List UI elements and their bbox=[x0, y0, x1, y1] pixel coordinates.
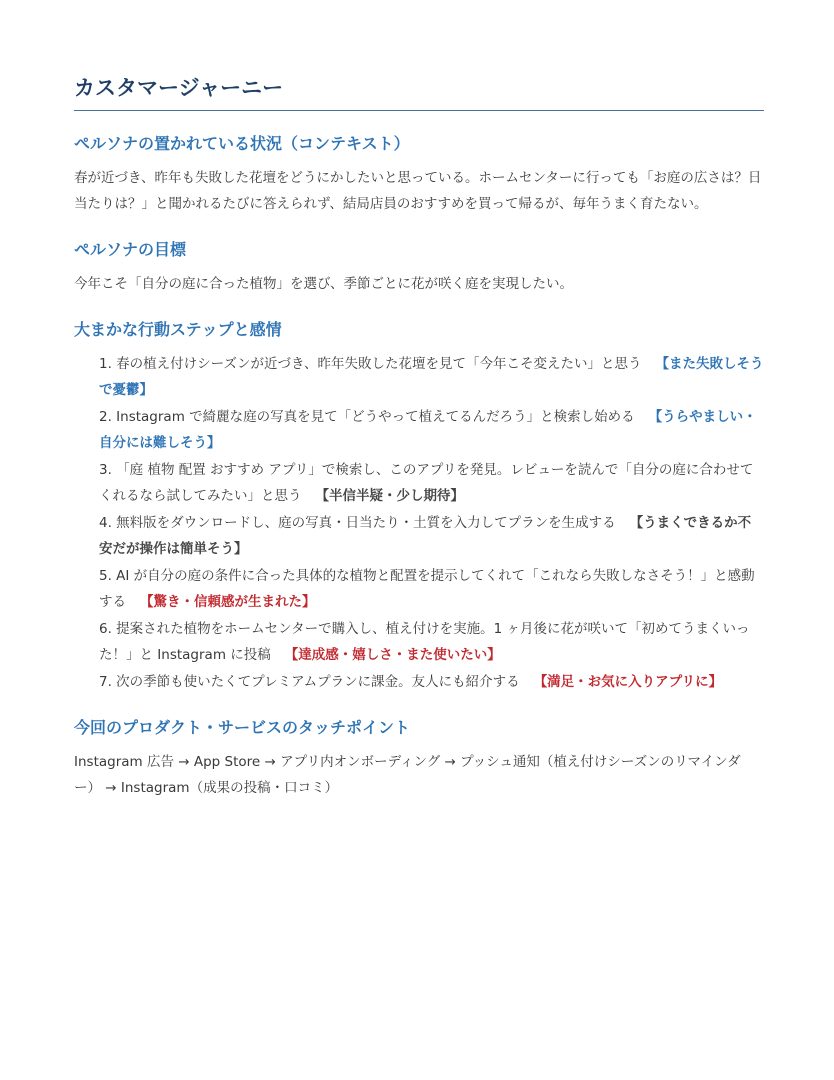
step-emotion: 【満足・お気に入りアプリに】 bbox=[533, 674, 723, 690]
step-item-4 bbox=[99, 510, 764, 562]
step-emotion: 【驚き・信頼感が生まれた】 bbox=[140, 594, 316, 610]
context-heading: ペルソナの置かれている状況（コンテキスト） bbox=[74, 134, 410, 153]
step-item-1 bbox=[99, 351, 764, 403]
steps-list bbox=[74, 351, 764, 695]
step-item-7 bbox=[99, 669, 764, 695]
step-item-6 bbox=[99, 616, 764, 668]
step-text: 2. Instagram で綺麗な庭の写真を見て「どうやって植えてるんだろう」と検索し始める bbox=[99, 409, 635, 425]
step-emotion: 【また失敗しそうで憂鬱】 bbox=[99, 356, 764, 398]
touchpoints-heading: 今回のプロダクト・サービスのタッチポイント bbox=[74, 718, 411, 737]
step-text: 6. 提案された植物をホームセンターで購入し、植え付けを実施。1 ヶ月後に花が咲いて「初めてうまくいった！」と Instagram に投稿 bbox=[99, 621, 750, 663]
step-text: 7. 次の季節も使いたくてプレミアムプランに課金。友人にも紹介する bbox=[99, 674, 520, 690]
document-page bbox=[74, 74, 764, 801]
step-text: 5. AI が自分の庭の条件に合った具体的な植物と配置を提示してくれて「これなら失敗しなさそう！」と感動する bbox=[99, 568, 755, 610]
page-title: カスタマージャーニー bbox=[74, 74, 764, 111]
touchpoints-paragraph: Instagram 広告 → App Store → アプリ内オンボーディング → プッシュ通知（植え付けシーズンのリマインダー） → Instagram（成果の投稿・口コミ） bbox=[74, 754, 741, 796]
steps-heading: 大まかな行動ステップと感情 bbox=[74, 320, 282, 339]
step-item-5 bbox=[99, 563, 764, 615]
step-emotion: 【うらやましい・自分には難しそう】 bbox=[99, 409, 757, 451]
step-emotion: 【半信半疑・少し期待】 bbox=[315, 488, 464, 504]
context-paragraph: 春が近づき、昨年も失敗した花壇をどうにかしたいと思っている。ホームセンターに行っても「お庭の広さは？日当たりは？」と聞かれるたびに答えられず、結局店員のおすすめを買って帰るが、毎年うまく育たない。 bbox=[74, 170, 762, 212]
step-emotion: 【うまくできるか不安だが操作は簡単そう】 bbox=[99, 515, 752, 557]
step-emotion: 【達成感・嬉しさ・また使いたい】 bbox=[284, 647, 501, 663]
step-text: 3. 「庭 植物 配置 おすすめ アプリ」で検索し、このアプリを発見。レビューを読んで「自分の庭に合わせてくれるなら試してみたい」と思う bbox=[99, 462, 754, 504]
step-item-2 bbox=[99, 404, 764, 456]
goal-paragraph: 今年こそ「自分の庭に合った植物」を選び、季節ごとに花が咲く庭を実現したい。 bbox=[74, 276, 573, 292]
step-text: 1. 春の植え付けシーズンが近づき、昨年失敗した花壇を見て「今年こそ変えたい」と思う bbox=[99, 356, 642, 372]
goal-heading: ペルソナの目標 bbox=[74, 240, 187, 259]
step-item-3 bbox=[99, 457, 764, 509]
step-text: 4. 無料版をダウンロードし、庭の写真・日当たり・土質を入力してプランを生成する bbox=[99, 515, 616, 531]
